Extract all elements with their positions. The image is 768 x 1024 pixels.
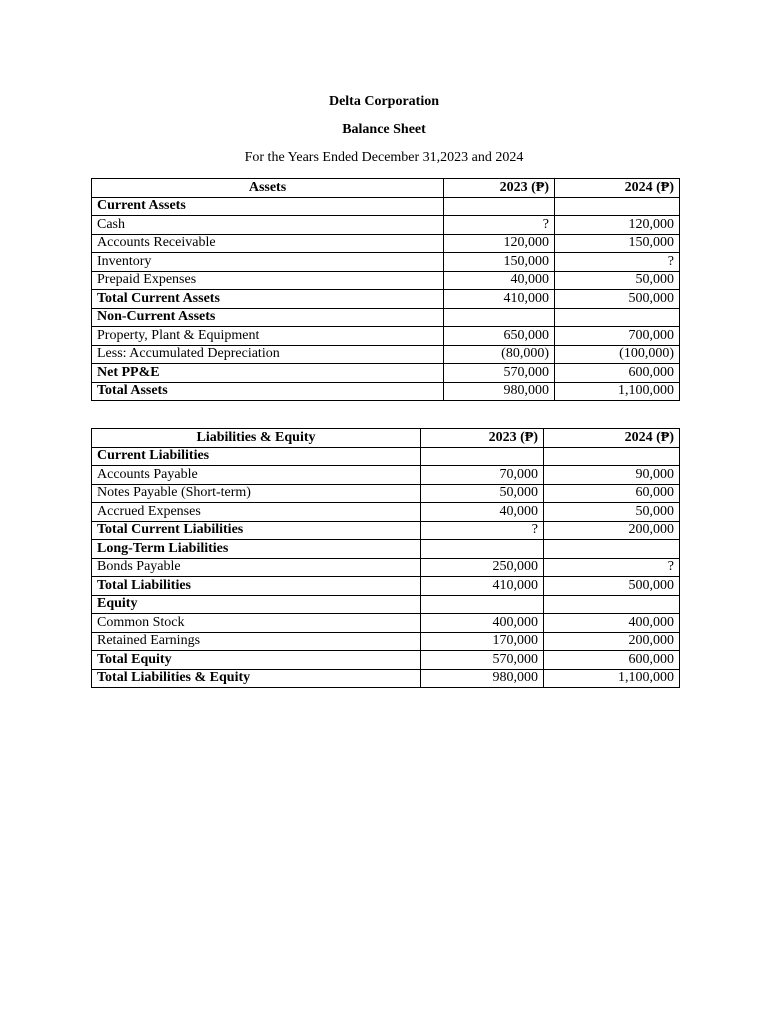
table-row — [92, 651, 680, 670]
table-row — [92, 521, 680, 540]
table-row — [92, 484, 680, 503]
table-row — [92, 503, 680, 522]
table-row — [92, 447, 680, 466]
table-row — [92, 595, 680, 614]
value-2023 — [421, 595, 544, 614]
value-2023: 570,000 — [444, 364, 555, 383]
value-2024: 700,000 — [555, 327, 680, 346]
row-label: Non-Current Assets — [92, 308, 444, 327]
value-2023: 170,000 — [421, 632, 544, 651]
value-2023: 50,000 — [421, 484, 544, 503]
row-label: Long-Term Liabilities — [92, 540, 421, 559]
column-header-2023: 2023 (₱) — [421, 429, 544, 448]
table-row — [92, 216, 680, 235]
value-2024: 1,100,000 — [555, 382, 680, 401]
value-2024: 500,000 — [544, 577, 680, 596]
table-row — [92, 364, 680, 383]
table-row — [92, 345, 680, 364]
value-2023 — [421, 447, 544, 466]
value-2023: 410,000 — [444, 290, 555, 309]
column-header-label: Assets — [92, 179, 444, 198]
value-2023: 120,000 — [444, 234, 555, 253]
value-2023 — [444, 308, 555, 327]
table-row — [92, 669, 680, 688]
row-label: Property, Plant & Equipment — [92, 327, 444, 346]
table-row — [92, 558, 680, 577]
value-2023 — [444, 197, 555, 216]
row-label: Bonds Payable — [92, 558, 421, 577]
table-row — [92, 327, 680, 346]
assets-table — [91, 178, 680, 401]
value-2024: 60,000 — [544, 484, 680, 503]
value-2024 — [544, 447, 680, 466]
value-2023: 70,000 — [421, 466, 544, 485]
row-label: Total Current Liabilities — [92, 521, 421, 540]
value-2024: 600,000 — [555, 364, 680, 383]
value-2024: ? — [544, 558, 680, 577]
table-row — [92, 271, 680, 290]
value-2023: 400,000 — [421, 614, 544, 633]
row-label: Current Assets — [92, 197, 444, 216]
statement-period: For the Years Ended December 31,2023 and 2024 — [244, 150, 524, 165]
value-2023: 250,000 — [421, 558, 544, 577]
row-label: Total Current Assets — [92, 290, 444, 309]
value-2024: (100,000) — [555, 345, 680, 364]
table-row — [92, 253, 680, 272]
value-2024: 400,000 — [544, 614, 680, 633]
table-header-row — [92, 429, 680, 448]
row-label: Inventory — [92, 253, 444, 272]
statement-title: Balance Sheet — [342, 122, 426, 137]
table-row — [92, 234, 680, 253]
table-row — [92, 382, 680, 401]
value-2023: 150,000 — [444, 253, 555, 272]
value-2024: 120,000 — [555, 216, 680, 235]
value-2024 — [544, 540, 680, 559]
value-2024: 90,000 — [544, 466, 680, 485]
value-2023: 570,000 — [421, 651, 544, 670]
row-label: Retained Earnings — [92, 632, 421, 651]
value-2024: 50,000 — [544, 503, 680, 522]
row-label: Accrued Expenses — [92, 503, 421, 522]
row-label: Current Liabilities — [92, 447, 421, 466]
row-label: Total Liabilities & Equity — [92, 669, 421, 688]
value-2024: 1,100,000 — [544, 669, 680, 688]
column-header-2023: 2023 (₱) — [444, 179, 555, 198]
row-label: Cash — [92, 216, 444, 235]
row-label: Accounts Payable — [92, 466, 421, 485]
value-2024: ? — [555, 253, 680, 272]
column-header-2024: 2024 (₱) — [555, 179, 680, 198]
value-2023: 650,000 — [444, 327, 555, 346]
table-header-row — [92, 179, 680, 198]
value-2023: 980,000 — [421, 669, 544, 688]
row-label: Less: Accumulated Depreciation — [92, 345, 444, 364]
table-row — [92, 632, 680, 651]
value-2024 — [555, 197, 680, 216]
value-2023 — [421, 540, 544, 559]
table-row — [92, 308, 680, 327]
row-label: Net PP&E — [92, 364, 444, 383]
liabilities-equity-table — [91, 428, 680, 688]
value-2023: 410,000 — [421, 577, 544, 596]
table-row — [92, 197, 680, 216]
table-row — [92, 614, 680, 633]
value-2024 — [544, 595, 680, 614]
value-2024: 600,000 — [544, 651, 680, 670]
row-label: Total Equity — [92, 651, 421, 670]
value-2024 — [555, 308, 680, 327]
value-2024: 200,000 — [544, 521, 680, 540]
value-2024: 200,000 — [544, 632, 680, 651]
table-row — [92, 290, 680, 309]
value-2023: 40,000 — [444, 271, 555, 290]
column-header-2024: 2024 (₱) — [544, 429, 680, 448]
value-2023: 980,000 — [444, 382, 555, 401]
value-2023: 40,000 — [421, 503, 544, 522]
value-2023: ? — [421, 521, 544, 540]
company-name: Delta Corporation — [328, 94, 440, 109]
column-header-label: Liabilities & Equity — [92, 429, 421, 448]
value-2024: 150,000 — [555, 234, 680, 253]
row-label: Accounts Receivable — [92, 234, 444, 253]
value-2024: 50,000 — [555, 271, 680, 290]
value-2023: (80,000) — [444, 345, 555, 364]
row-label: Total Liabilities — [92, 577, 421, 596]
value-2024: 500,000 — [555, 290, 680, 309]
row-label: Equity — [92, 595, 421, 614]
value-2023: ? — [444, 216, 555, 235]
row-label: Common Stock — [92, 614, 421, 633]
row-label: Prepaid Expenses — [92, 271, 444, 290]
table-row — [92, 466, 680, 485]
table-row — [92, 540, 680, 559]
row-label: Total Assets — [92, 382, 444, 401]
row-label: Notes Payable (Short-term) — [92, 484, 421, 503]
table-row — [92, 577, 680, 596]
